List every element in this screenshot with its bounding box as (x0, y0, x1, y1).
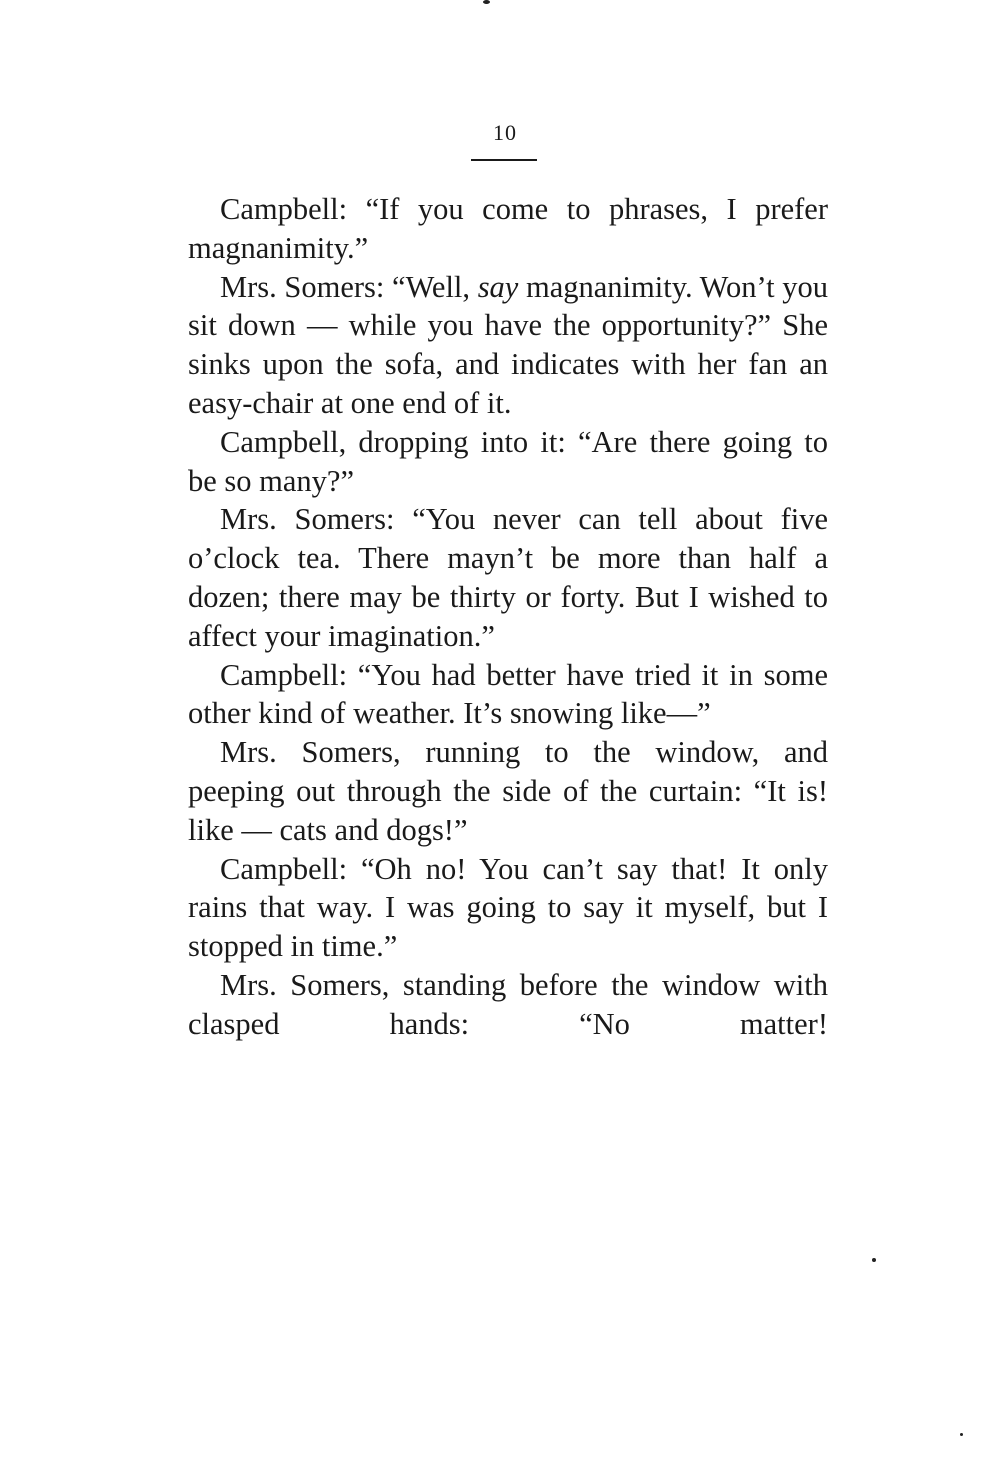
speaker-name: Campbell (220, 424, 339, 459)
speech: : “If you come to phrases, I prefer magnanimity.” (188, 192, 828, 265)
page-number: 10 (493, 120, 517, 145)
speech-part: magnanimity. Won’t you sit down — while you have the opportunity?” She sinks upon the sofa, and indicates with her fan an easy-chair at one end of it. (188, 269, 829, 420)
speaker-name: Campbell (220, 657, 339, 692)
paragraph (188, 850, 828, 966)
speech: : “You never can tell about five o’clock tea. There mayn’t be more than half a dozen; there may be thirty or forty. But I wished to affect your imagination.” (188, 502, 828, 653)
paragraph (188, 423, 828, 501)
paragraph (188, 268, 828, 423)
speech: : “It is! like — cats and dogs!” (188, 773, 828, 847)
stage-direction: , standing before the window with clasped hands (188, 967, 828, 1041)
scan-speck (960, 1433, 963, 1436)
paragraph (188, 500, 828, 655)
body-text (188, 190, 828, 1044)
paragraph (188, 733, 828, 849)
scan-speck (483, 0, 490, 4)
stage-direction: , dropping into it (338, 424, 558, 459)
speaker-name: Campbell (220, 851, 339, 886)
paragraph (188, 190, 828, 268)
speech: : “Oh no! You can’t say that! It only rains that way. I was going to say it myself, but I stopped in time.” (188, 851, 828, 964)
speaker-name: Mrs. Somers (220, 735, 393, 770)
speech-part: : “Well, (375, 269, 478, 304)
speaker-name: Mrs. Somers (220, 967, 382, 1002)
stage-direction: , running to the window, and peeping out through the side of the curtain (188, 735, 828, 808)
speaker-name: Mrs. Somers (220, 269, 376, 304)
paragraph (188, 656, 828, 734)
emphasis-word: say (477, 269, 519, 304)
speech: : “Are there going to be so many?” (188, 424, 828, 498)
header-rule (471, 159, 537, 161)
speech: : “You had better have tried it in some other kind of weather. It’s snowing like—” (188, 657, 828, 731)
paragraph (188, 966, 828, 1044)
speaker-name: Mrs. Somers (220, 502, 386, 537)
scan-speck (872, 1258, 876, 1262)
speaker-name: Campbell (220, 192, 339, 226)
speech: : “No matter! (460, 1006, 828, 1041)
